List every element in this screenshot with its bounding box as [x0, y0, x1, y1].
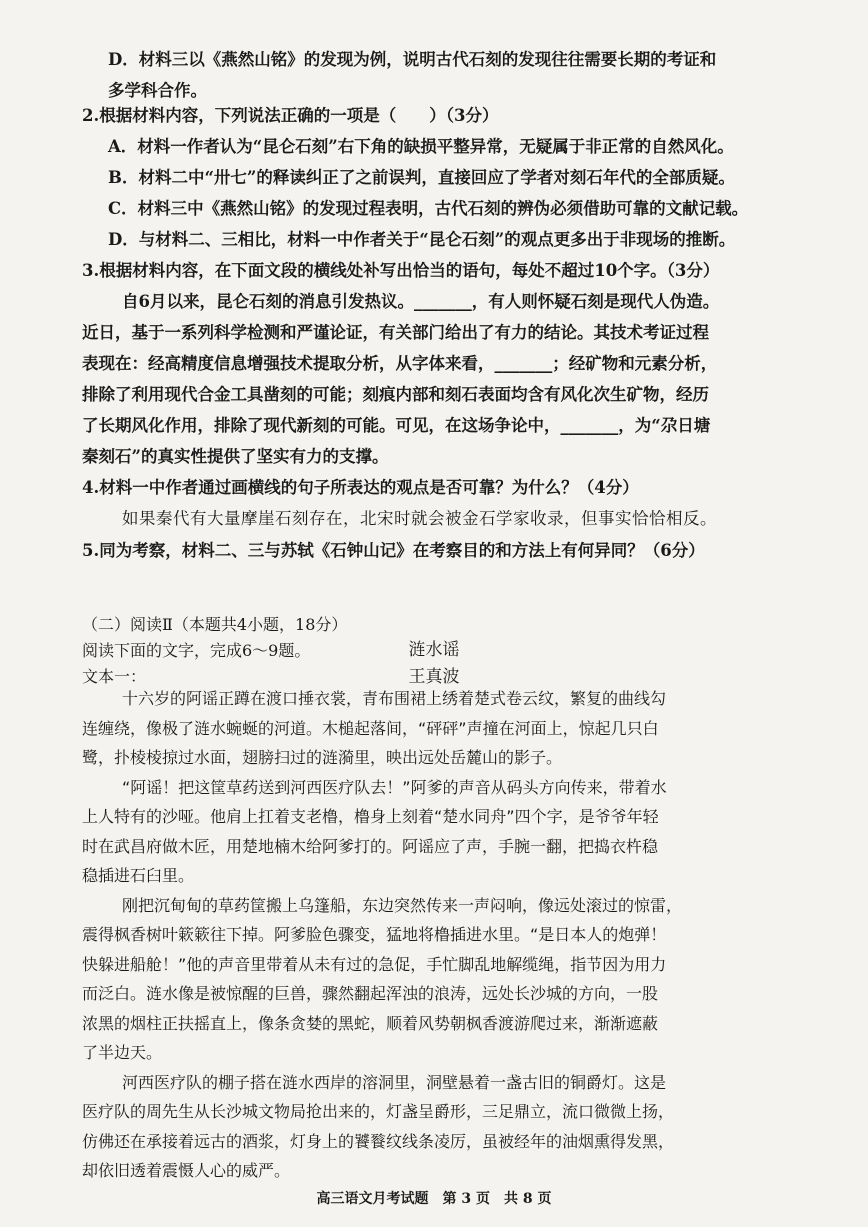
story-line: 河西医疗队的棚子搭在涟水西岸的溶洞里，洞壁悬着一盏古旧的铜爵灯。这是 — [122, 1072, 667, 1092]
story-author: 王真波 — [408, 667, 460, 687]
story-line: 十六岁的阿谣正蹲在渡口捶衣裳，青布围裙上绣着楚式卷云纹，繁复的曲线勾 — [122, 689, 667, 708]
story-line: 医疗队的周先生从长沙城文物局抢出来的，灯盏呈爵形，三足鼎立，流口微微上扬， — [82, 1102, 675, 1121]
q2-option-d: D．与材料二、三相比，材料一中作者关于“昆仑石刻”的观点更多出于非现场的推断。 — [108, 230, 736, 249]
q2-option-c: C．材料三中《燕然山铭》的发现过程表明，古代石刻的辨伪必须借助可靠的文献记载。 — [108, 199, 749, 218]
story-line: 震得枫香树叶簌簌往下掉。阿爹脸色骤变，猛地将橹插进水里。“是日本人的炮弹！ — [82, 925, 667, 944]
q2-option-b: B．材料二中“卅七”的释读纠正了之前误判，直接回应了学者对刻石年代的全部质疑。 — [108, 168, 735, 187]
q3-stem: 3.根据材料内容，在下面文段的横线处补写出恰当的语句，每处不超过10个字。（3分） — [82, 261, 720, 280]
section-heading: （二）阅读Ⅱ（本题共4小题，18分） — [82, 615, 348, 634]
story-line: 连缠绕，像极了涟水蜿蜒的河道。木槌起落间，“砰砰”声撞在河面上，惊起几只白 — [82, 718, 659, 738]
story-line: “阿谣！把这筐草药送到河西医疗队去！”阿爹的声音从码头方向传来，带着水 — [122, 777, 667, 797]
story-line: 刚把沉甸甸的草药筐搬上乌篷船，东边突然传来一声闷响，像远处滚过的惊雷， — [122, 895, 683, 915]
story-line: 浓黑的烟柱正扶摇直上，像条贪婪的黑蛇，顺着风势朝枫香渡游爬过来，渐渐遮蔽 — [82, 1013, 659, 1033]
q1-option-d — [82, 44, 802, 106]
page-footer: 高三语文月考试题 第 3 页 共 8 页 — [316, 1191, 552, 1207]
question-5 — [82, 535, 802, 566]
story-line: 而泛白。涟水像是被惊醒的巨兽，骤然翻起浑浊的浪涛，远处长沙城的方向，一股 — [82, 984, 659, 1003]
story-line: 却依旧透着震慑人心的威严。 — [82, 1161, 291, 1180]
question-4 — [82, 472, 802, 534]
story-line: 了半边天。 — [82, 1043, 163, 1062]
story-line: 时在武昌府做木匠，用楚地楠木给阿爹打的。阿谣应了声，手腕一翻，把捣衣杵稳 — [82, 836, 659, 856]
question-2 — [82, 100, 802, 255]
q1-option-d-line-2: 多学科合作。 — [108, 81, 207, 100]
q3-passage-line-2: 近日，基于一系列科学检测和严谨论证，有关部门给出了有力的结论。其技术考证过程 — [82, 323, 709, 342]
section-instruction: 阅读下面的文字，完成6～9题。 — [82, 641, 311, 660]
q3-passage-line-3: 表现在：经高精度信息增强技术提取分析，从字体来看，_______；经矿物和元素分析， — [82, 354, 718, 373]
story-line: 仿佛还在承接着远古的酒浆，灯身上的饕餮纹线条凌厉，虽被经年的油烟熏得发黑， — [82, 1131, 675, 1151]
story-line: 稳插进石臼里。 — [82, 866, 195, 885]
story-paragraph-4 — [82, 1068, 802, 1186]
q2-stem: 2.根据材料内容，下列说法正确的一项是（ ）（3分） — [82, 106, 499, 125]
q4-stem: 4.材料一中作者通过画横线的句子所表达的观点是否可靠？为什么？（4分） — [82, 478, 639, 497]
q5-stem: 5.同为考察，材料二、三与苏轼《石钟山记》在考察目的和方法上有何异同？（6分） — [82, 541, 705, 560]
question-3 — [82, 255, 802, 472]
q4-quote: 如果秦代有大量摩崖石刻存在，北宋时就会被金石学家收录，但事实恰恰相反。 — [122, 509, 717, 528]
story-body — [82, 684, 802, 1186]
q3-passage-line-4: 排除了利用现代合金工具凿刻的可能；刻痕内部和刻石表面均含有风化次生矿物，经历 — [82, 385, 709, 404]
q3-passage-line-1: 自6月以来，昆仑石刻的消息引发热议。_______，有人则怀疑石刻是现代人伪造。 — [122, 292, 720, 311]
story-paragraph-1 — [82, 684, 802, 773]
story-title: 涟水谣 — [408, 640, 460, 660]
story-paragraph-3 — [82, 891, 802, 1068]
text-label: 文本一： — [82, 667, 147, 686]
story-line: 快躲进船舱！”他的声音里带着从未有过的急促，手忙脚乱地解缆绳，指节因为用力 — [82, 954, 667, 974]
q2-option-a: A．材料一作者认为“昆仑石刻”右下角的缺损平整异常，无疑属于非正常的自然风化。 — [108, 137, 734, 156]
q3-passage-line-5: 了长期风化作用，排除了现代新刻的可能。可见，在这场争论中，_______，为“尕日塘 — [82, 416, 711, 435]
story-paragraph-2 — [82, 773, 802, 891]
story-line: 上人特有的沙哑。他肩上扛着支老橹，橹身上刻着“楚水同舟”四个字，是爷爷年轻 — [82, 807, 659, 826]
q1-option-d-line-1: D．材料三以《燕然山铭》的发现为例，说明古代石刻的发现往往需要长期的考证和 — [108, 50, 717, 69]
q3-passage-line-6: 秦刻石”的真实性提供了坚实有力的支撑。 — [82, 447, 389, 466]
story-line: 鹭，扑棱棱掠过水面，翅膀扫过的涟漪里，映出远处岳麓山的影子。 — [82, 748, 563, 767]
